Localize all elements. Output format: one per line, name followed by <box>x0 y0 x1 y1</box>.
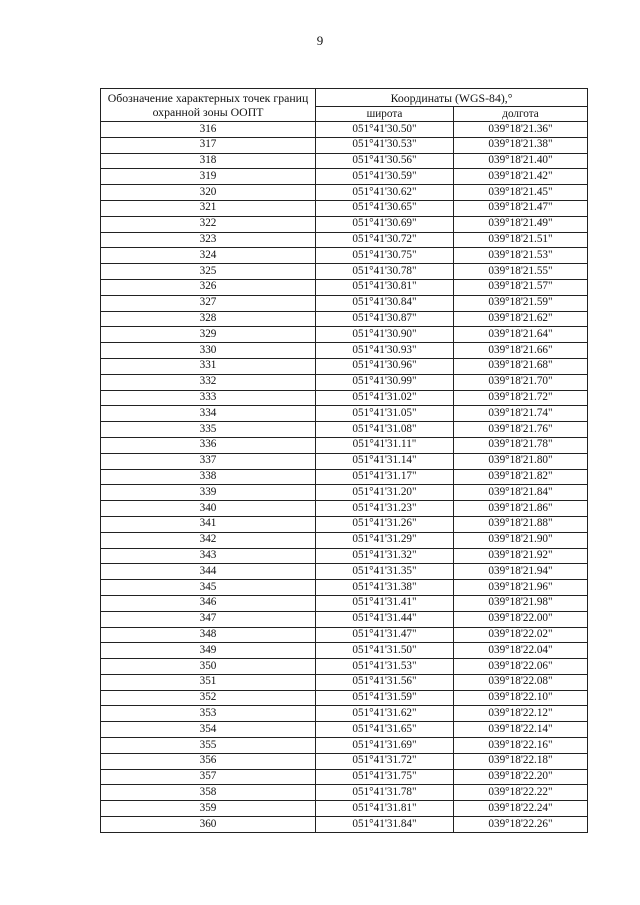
table-row <box>101 469 588 485</box>
latitude-cell: 051°41'31.72" <box>316 753 454 769</box>
table-row <box>101 422 588 438</box>
latitude-cell: 051°41'30.72" <box>316 232 454 248</box>
longitude-cell: 039°18'22.04" <box>454 643 588 659</box>
latitude-cell: 051°41'31.11" <box>316 437 454 453</box>
latitude-cell: 051°41'30.84" <box>316 295 454 311</box>
table-row <box>101 706 588 722</box>
latitude-cell: 051°41'31.50" <box>316 643 454 659</box>
latitude-cell: 051°41'31.23" <box>316 501 454 517</box>
latitude-cell: 051°41'31.32" <box>316 548 454 564</box>
table-row <box>101 327 588 343</box>
latitude-cell: 051°41'31.17" <box>316 469 454 485</box>
latitude-cell: 051°41'31.75" <box>316 769 454 785</box>
table-row <box>101 485 588 501</box>
table-row <box>101 516 588 532</box>
longitude-cell: 039°18'21.36" <box>454 122 588 138</box>
point-number-cell: 342 <box>101 532 316 548</box>
longitude-cell: 039°18'21.76" <box>454 422 588 438</box>
longitude-cell: 039°18'21.70" <box>454 374 588 390</box>
point-number-cell: 321 <box>101 200 316 216</box>
latitude-cell: 051°41'31.20" <box>316 485 454 501</box>
longitude-cell: 039°18'21.62" <box>454 311 588 327</box>
latitude-cell: 051°41'30.53" <box>316 137 454 153</box>
latitude-cell: 051°41'31.84" <box>316 817 454 833</box>
longitude-cell: 039°18'22.16" <box>454 738 588 754</box>
table-row <box>101 374 588 390</box>
point-number-cell: 319 <box>101 169 316 185</box>
latitude-cell: 051°41'30.56" <box>316 153 454 169</box>
latitude-cell: 051°41'31.59" <box>316 690 454 706</box>
point-number-cell: 325 <box>101 264 316 280</box>
latitude-cell: 051°41'31.35" <box>316 564 454 580</box>
point-number-cell: 326 <box>101 279 316 295</box>
point-number-cell: 333 <box>101 390 316 406</box>
latitude-cell: 051°41'31.05" <box>316 406 454 422</box>
point-number-cell: 354 <box>101 722 316 738</box>
latitude-cell: 051°41'31.62" <box>316 706 454 722</box>
longitude-cell: 039°18'21.68" <box>454 358 588 374</box>
point-number-cell: 318 <box>101 153 316 169</box>
longitude-cell: 039°18'21.42" <box>454 169 588 185</box>
table-row <box>101 801 588 817</box>
longitude-cell: 039°18'21.88" <box>454 516 588 532</box>
table-row <box>101 216 588 232</box>
point-number-cell: 359 <box>101 801 316 817</box>
longitude-cell: 039°18'21.66" <box>454 343 588 359</box>
point-number-cell: 339 <box>101 485 316 501</box>
longitude-cell: 039°18'22.22" <box>454 785 588 801</box>
point-number-cell: 328 <box>101 311 316 327</box>
latitude-cell: 051°41'31.29" <box>316 532 454 548</box>
longitude-cell: 039°18'22.18" <box>454 753 588 769</box>
latitude-cell: 051°41'30.87" <box>316 311 454 327</box>
header-longitude: долгота <box>454 107 588 122</box>
longitude-cell: 039°18'21.51" <box>454 232 588 248</box>
point-number-cell: 345 <box>101 580 316 596</box>
table-row <box>101 738 588 754</box>
longitude-cell: 039°18'21.84" <box>454 485 588 501</box>
point-number-cell: 327 <box>101 295 316 311</box>
latitude-cell: 051°41'31.47" <box>316 627 454 643</box>
point-number-cell: 340 <box>101 501 316 517</box>
table-body <box>101 122 588 833</box>
latitude-cell: 051°41'31.41" <box>316 595 454 611</box>
latitude-cell: 051°41'31.08" <box>316 422 454 438</box>
point-number-cell: 331 <box>101 358 316 374</box>
table-row <box>101 611 588 627</box>
table-row <box>101 580 588 596</box>
latitude-cell: 051°41'30.90" <box>316 327 454 343</box>
table-row <box>101 185 588 201</box>
table-row <box>101 501 588 517</box>
point-number-cell: 332 <box>101 374 316 390</box>
point-number-cell: 353 <box>101 706 316 722</box>
latitude-cell: 051°41'30.96" <box>316 358 454 374</box>
point-number-cell: 323 <box>101 232 316 248</box>
longitude-cell: 039°18'21.53" <box>454 248 588 264</box>
longitude-cell: 039°18'21.57" <box>454 279 588 295</box>
point-number-cell: 358 <box>101 785 316 801</box>
longitude-cell: 039°18'21.98" <box>454 595 588 611</box>
point-number-cell: 357 <box>101 769 316 785</box>
longitude-cell: 039°18'22.00" <box>454 611 588 627</box>
latitude-cell: 051°41'31.38" <box>316 580 454 596</box>
longitude-cell: 039°18'21.72" <box>454 390 588 406</box>
latitude-cell: 051°41'30.65" <box>316 200 454 216</box>
table-row <box>101 595 588 611</box>
longitude-cell: 039°18'22.06" <box>454 659 588 675</box>
point-number-cell: 317 <box>101 137 316 153</box>
table-row <box>101 311 588 327</box>
longitude-cell: 039°18'21.64" <box>454 327 588 343</box>
latitude-cell: 051°41'30.59" <box>316 169 454 185</box>
header-latitude: широта <box>316 107 454 122</box>
table-row <box>101 453 588 469</box>
point-number-cell: 347 <box>101 611 316 627</box>
longitude-cell: 039°18'21.59" <box>454 295 588 311</box>
table-row <box>101 627 588 643</box>
table-row <box>101 122 588 138</box>
point-number-cell: 338 <box>101 469 316 485</box>
point-number-cell: 356 <box>101 753 316 769</box>
point-number-cell: 335 <box>101 422 316 438</box>
table-row <box>101 137 588 153</box>
header-coordinates: Координаты (WGS-84),° <box>316 89 588 107</box>
point-number-cell: 352 <box>101 690 316 706</box>
latitude-cell: 051°41'31.81" <box>316 801 454 817</box>
longitude-cell: 039°18'22.02" <box>454 627 588 643</box>
table-row <box>101 169 588 185</box>
point-number-cell: 336 <box>101 437 316 453</box>
latitude-cell: 051°41'30.75" <box>316 248 454 264</box>
table-row <box>101 817 588 833</box>
longitude-cell: 039°18'21.38" <box>454 137 588 153</box>
latitude-cell: 051°41'31.78" <box>316 785 454 801</box>
latitude-cell: 051°41'30.50" <box>316 122 454 138</box>
table-row <box>101 548 588 564</box>
longitude-cell: 039°18'22.10" <box>454 690 588 706</box>
point-number-cell: 337 <box>101 453 316 469</box>
longitude-cell: 039°18'21.94" <box>454 564 588 580</box>
point-number-cell: 320 <box>101 185 316 201</box>
table-row <box>101 264 588 280</box>
longitude-cell: 039°18'22.26" <box>454 817 588 833</box>
longitude-cell: 039°18'21.82" <box>454 469 588 485</box>
table-row <box>101 753 588 769</box>
table-row <box>101 248 588 264</box>
page-number: 9 <box>316 33 324 48</box>
table-row <box>101 437 588 453</box>
latitude-cell: 051°41'31.26" <box>316 516 454 532</box>
point-number-cell: 316 <box>101 122 316 138</box>
longitude-cell: 039°18'22.14" <box>454 722 588 738</box>
point-number-cell: 351 <box>101 674 316 690</box>
latitude-cell: 051°41'31.56" <box>316 674 454 690</box>
table-row <box>101 343 588 359</box>
table-row <box>101 690 588 706</box>
latitude-cell: 051°41'31.69" <box>316 738 454 754</box>
table-row <box>101 659 588 675</box>
point-number-cell: 343 <box>101 548 316 564</box>
table-row <box>101 722 588 738</box>
table-row <box>101 358 588 374</box>
table-row <box>101 153 588 169</box>
point-number-cell: 334 <box>101 406 316 422</box>
table-row <box>101 643 588 659</box>
longitude-cell: 039°18'21.90" <box>454 532 588 548</box>
table-row <box>101 200 588 216</box>
longitude-cell: 039°18'21.45" <box>454 185 588 201</box>
longitude-cell: 039°18'22.20" <box>454 769 588 785</box>
point-number-cell: 329 <box>101 327 316 343</box>
longitude-cell: 039°18'22.12" <box>454 706 588 722</box>
latitude-cell: 051°41'31.02" <box>316 390 454 406</box>
longitude-cell: 039°18'21.74" <box>454 406 588 422</box>
header-point-designation: Обозначение характерных точек границ охранной зоны ООПТ <box>101 89 316 122</box>
latitude-cell: 051°41'30.78" <box>316 264 454 280</box>
table-row <box>101 674 588 690</box>
point-number-cell: 346 <box>101 595 316 611</box>
table-row <box>101 232 588 248</box>
point-number-cell: 341 <box>101 516 316 532</box>
longitude-cell: 039°18'21.78" <box>454 437 588 453</box>
point-number-cell: 322 <box>101 216 316 232</box>
table-row <box>101 295 588 311</box>
table-row <box>101 390 588 406</box>
point-number-cell: 324 <box>101 248 316 264</box>
longitude-cell: 039°18'22.08" <box>454 674 588 690</box>
table-row <box>101 532 588 548</box>
point-number-cell: 349 <box>101 643 316 659</box>
table-row <box>101 785 588 801</box>
point-number-cell: 355 <box>101 738 316 754</box>
longitude-cell: 039°18'21.55" <box>454 264 588 280</box>
longitude-cell: 039°18'21.86" <box>454 501 588 517</box>
table-row <box>101 564 588 580</box>
latitude-cell: 051°41'30.99" <box>316 374 454 390</box>
point-number-cell: 350 <box>101 659 316 675</box>
latitude-cell: 051°41'31.44" <box>316 611 454 627</box>
latitude-cell: 051°41'30.93" <box>316 343 454 359</box>
longitude-cell: 039°18'21.80" <box>454 453 588 469</box>
latitude-cell: 051°41'30.62" <box>316 185 454 201</box>
table-row <box>101 279 588 295</box>
point-number-cell: 330 <box>101 343 316 359</box>
latitude-cell: 051°41'31.14" <box>316 453 454 469</box>
point-number-cell: 360 <box>101 817 316 833</box>
longitude-cell: 039°18'22.24" <box>454 801 588 817</box>
table-row <box>101 406 588 422</box>
longitude-cell: 039°18'21.92" <box>454 548 588 564</box>
point-number-cell: 348 <box>101 627 316 643</box>
longitude-cell: 039°18'21.47" <box>454 200 588 216</box>
latitude-cell: 051°41'30.69" <box>316 216 454 232</box>
latitude-cell: 051°41'31.65" <box>316 722 454 738</box>
longitude-cell: 039°18'21.49" <box>454 216 588 232</box>
coordinates-table <box>100 88 588 833</box>
longitude-cell: 039°18'21.96" <box>454 580 588 596</box>
point-number-cell: 344 <box>101 564 316 580</box>
table-row <box>101 769 588 785</box>
longitude-cell: 039°18'21.40" <box>454 153 588 169</box>
latitude-cell: 051°41'31.53" <box>316 659 454 675</box>
latitude-cell: 051°41'30.81" <box>316 279 454 295</box>
